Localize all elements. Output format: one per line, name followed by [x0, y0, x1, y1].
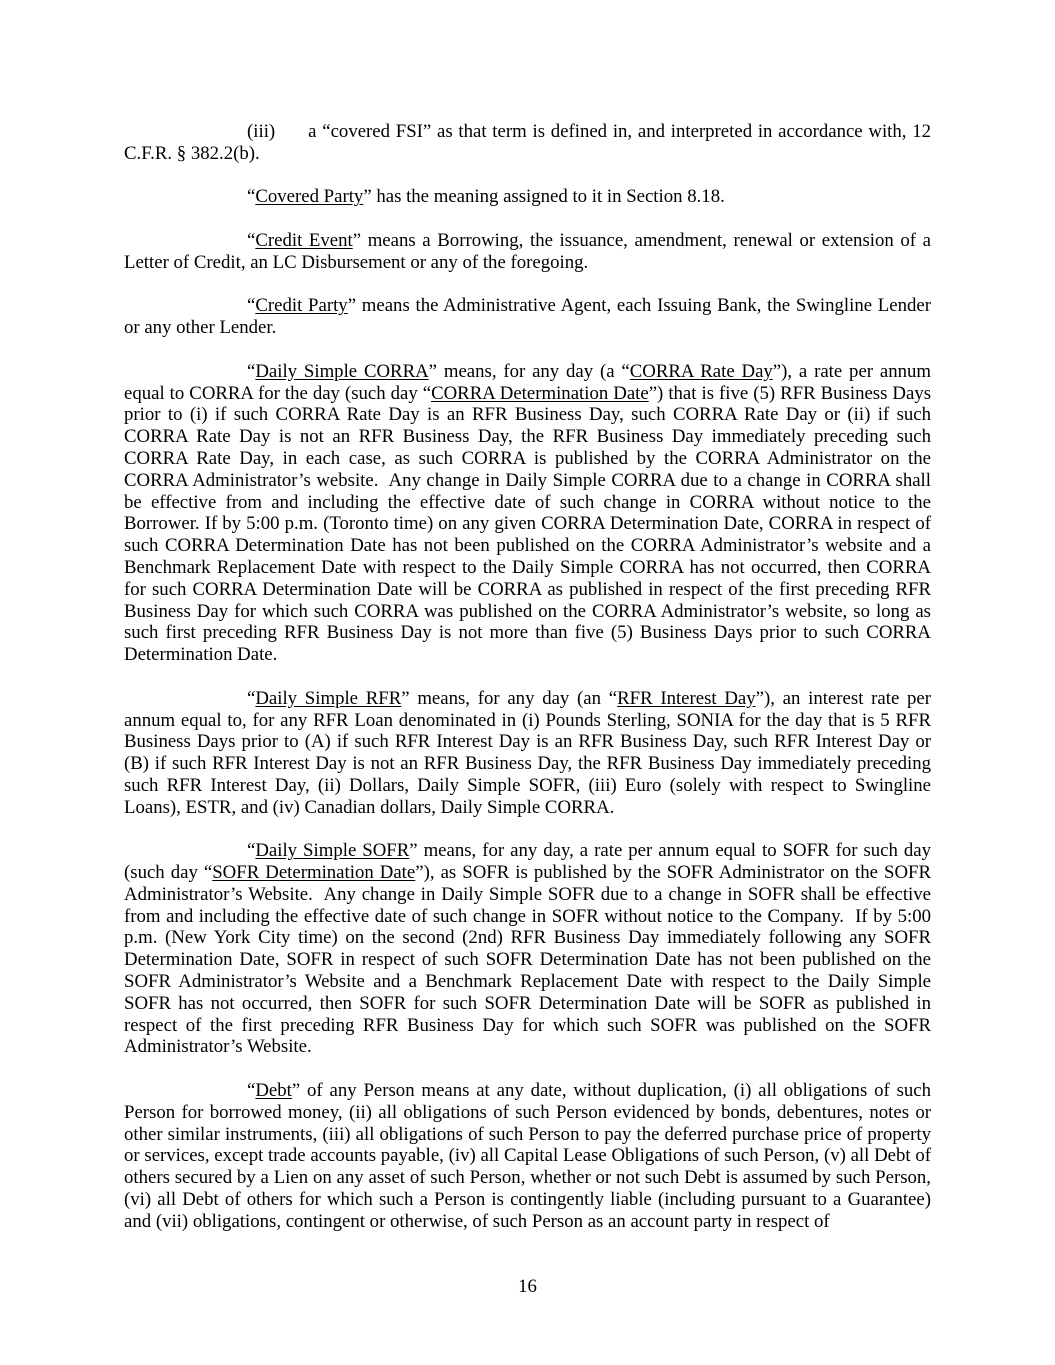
- text-run: a “covered FSI” as that term is defined in, and interpreted in accordance with, 12 C.F.R. § 382.2(b).: [124, 121, 931, 164]
- defined-term: CORRA Rate Day: [629, 360, 773, 382]
- defined-term: Daily Simple RFR: [255, 687, 402, 709]
- text-run: “: [247, 687, 256, 709]
- text-run: ”), as SOFR is published by the SOFR Administrator on the SOFR Administrator’s Website. Any change in Daily Simple SOFR due to a change in SOFR shall be effective from and including the effective date of such change in SOFR without notice to the Company. If by 5:00 p.m. (New York City time) on the second (2nd) RFR Business Day immediately following any SOFR Determination Date, SOFR in respect of such SOFR Determination Date has not been published on the SOFR Administrator’s Website and a Benchmark Replacement Date with respect to the Daily Simple SOFR has not occurred, then SOFR for such SOFR Determination Date will be SOFR as published in respect of the first preceding RFR Business Day for which such SOFR was published on the SOFR Administrator’s Website.: [124, 862, 931, 1058]
- text-run: ” means, for any day, a rate per annum equal to SOFR for such day (such day “: [124, 840, 931, 884]
- page-number: 16: [518, 1276, 537, 1297]
- defined-term: SOFR Determination Date: [212, 862, 416, 884]
- paragraph-debt-definition: [124, 1080, 931, 1233]
- document-body: [124, 121, 931, 1233]
- text-run: ” means the Administrative Agent, each Issuing Bank, the Swingline Lender or any other Lender.: [124, 295, 931, 339]
- defined-term: Covered Party: [255, 186, 364, 208]
- paragraph-covered-party-definition: [124, 186, 931, 208]
- paragraph-daily-simple-sofr-definition: [124, 840, 931, 1058]
- defined-term: Daily Simple CORRA: [255, 360, 429, 382]
- defined-term: Debt: [255, 1080, 292, 1102]
- text-run: ”), an interest rate per annum equal to, for any RFR Loan denominated in (i) Pounds Sterling, SONIA for the day that is 5 RFR Business Days prior to (A) if such RFR Interest Day is an RFR Business Day, such RFR Interest Day or (B) if such RFR Interest Day is not an RFR Business Day, the RFR Business Day immediately preceding such RFR Interest Day, (ii) Dollars, Daily Simple SOFR, (iii) Euro (solely with respect to Swingline Loans), ESTR, and (iv) Canadian dollars, Daily Simple CORRA.: [124, 687, 932, 818]
- paragraph-daily-simple-rfr-definition: [124, 688, 931, 819]
- paragraph-daily-simple-corra-definition: [124, 361, 931, 666]
- text-run: “: [247, 1080, 256, 1102]
- defined-term: Daily Simple SOFR: [255, 840, 410, 862]
- defined-term: CORRA Determination Date: [431, 382, 649, 404]
- text-run: “: [247, 840, 256, 862]
- paragraph-credit-party-definition: [124, 295, 931, 339]
- text-run: “: [247, 229, 256, 251]
- defined-term: Credit Event: [255, 229, 353, 251]
- text-run: ” means, for any day (an “: [401, 687, 618, 709]
- text-run: “: [247, 360, 256, 382]
- defined-term: Credit Party: [255, 295, 348, 317]
- text-run: “: [247, 295, 256, 317]
- text-run: ” means, for any day (a “: [428, 360, 630, 382]
- text-run: ” has the meaning assigned to it in Section 8.18.: [363, 186, 725, 208]
- text-run: “: [247, 186, 256, 208]
- defined-term: RFR Interest Day: [617, 687, 756, 709]
- text-run: ”) that is five (5) RFR Business Days prior to (i) if such CORRA Rate Day is an RFR Business Day, such CORRA Rate Day or (ii) if such CORRA Rate Day is not an RFR Business Day, the RFR Business Day immediately preceding such CORRA Rate Day, in each case, as such CORRA is published by the CORRA Administrator on the CORRA Administrator’s website. Any change in Daily Simple CORRA due to a change in CORRA shall be effective from and including the effective date of such change in CORRA without notice to the Borrower. If by 5:00 p.m. (Toronto time) on any given CORRA Determination Date, CORRA in respect of such CORRA Determination Date has not been published on the CORRA Administrator’s website and a Benchmark Replacement Date with respect to the Daily Simple CORRA has not occurred, then CORRA for such CORRA Determination Date will be CORRA as published in respect of the first preceding RFR Business Day for which such CORRA was published on the CORRA Administrator’s website, so long as such first preceding RFR Business Day is not more than five (5) Business Days prior to such CORRA Determination Date.: [124, 382, 932, 666]
- text-run: (iii): [247, 121, 276, 142]
- text-run: ” means a Borrowing, the issuance, amendment, renewal or extension of a Letter of Credit, an LC Disbursement or any of the foregoing.: [124, 229, 931, 273]
- paragraph-credit-event-definition: [124, 230, 931, 274]
- paragraph-covered-fsi-clause: [124, 121, 931, 165]
- text-run: ”), a rate per annum equal to CORRA for the day (such day “: [124, 360, 931, 404]
- text-run: ” of any Person means at any date, without duplication, (i) all obligations of such Person for borrowed money, (ii) all obligations of such Person evidenced by bonds, debentures, notes or other similar instruments, (iii) all obligations of such Person to pay the deferred purchase price of property or services, except trade accounts payable, (iv) all Capital Lease Obligations of such Person, (v) all Debt of others secured by a Lien on any asset of such Person, whether or not such Debt is assumed by such Person, (vi) all Debt of others for which such a Person is contingently liable (including pursuant to a Guarantee) and (vii) obligations, contingent or otherwise, of such Person as an account party in respect of: [124, 1080, 931, 1232]
